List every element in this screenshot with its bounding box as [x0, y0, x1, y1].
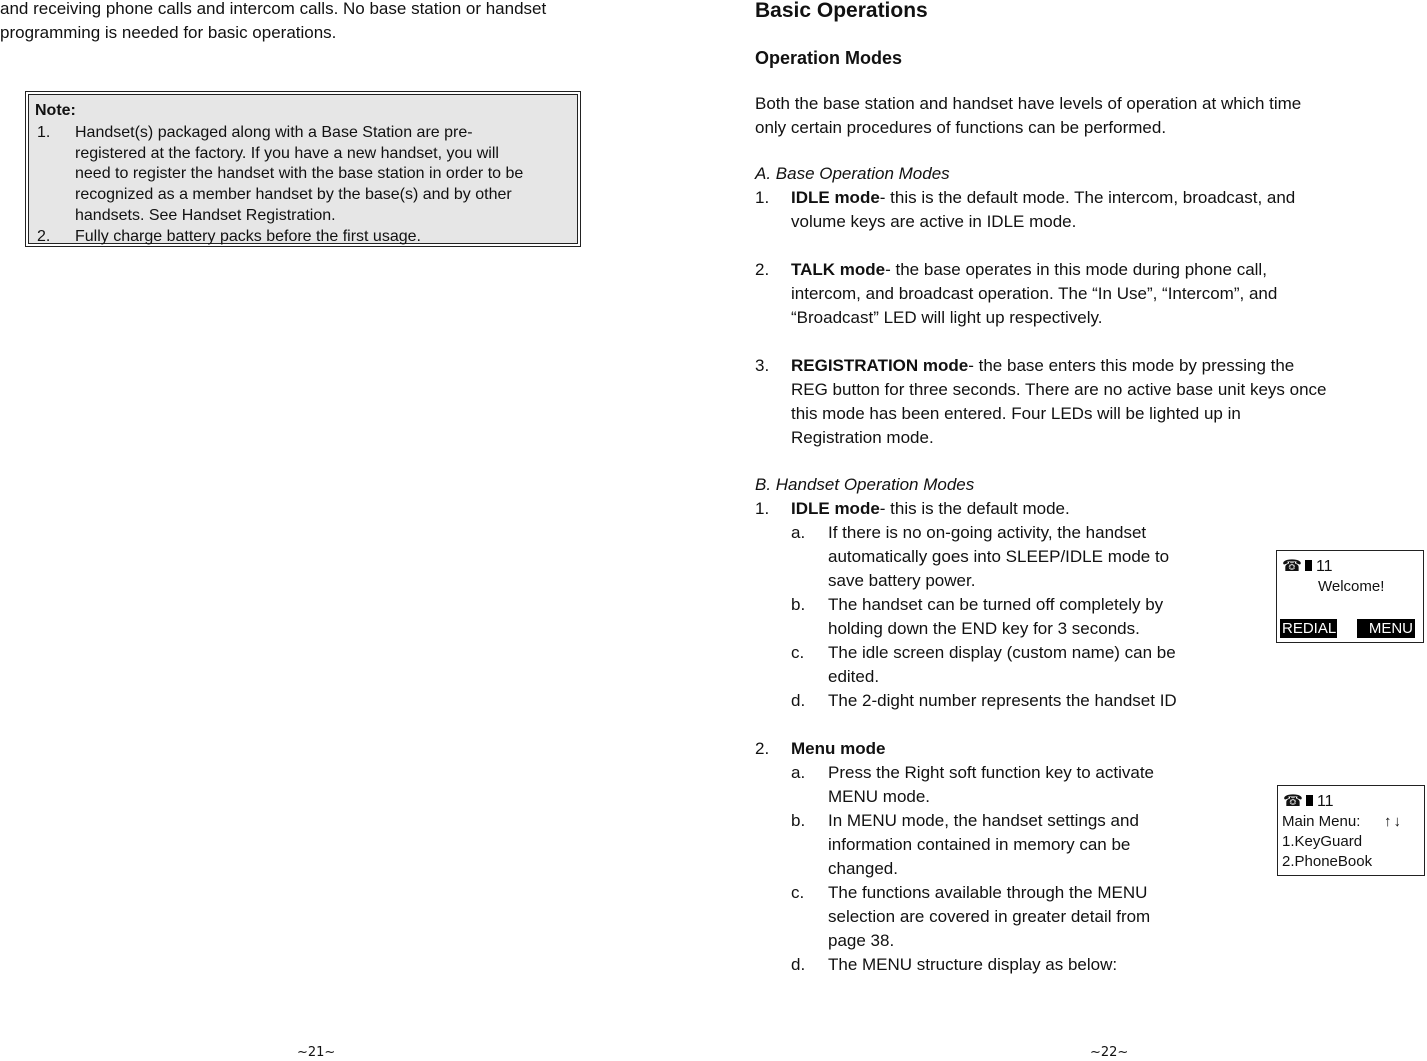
sub-letter: a. [791, 523, 806, 542]
redial-softkey: REDIAL [1282, 620, 1337, 637]
handset-idle-subitems [755, 521, 1255, 710]
menu-softkey: MENU [1357, 619, 1415, 638]
note-panel [28, 94, 578, 244]
sub-letter: d. [791, 955, 806, 974]
mode-term: Menu mode [791, 739, 886, 758]
sub-letter: c. [791, 883, 805, 902]
item-number: 3. [755, 356, 770, 375]
mode-description: - this is the default mode. The intercom, broadcast, and [879, 188, 1296, 207]
item-number: 1. [755, 188, 770, 207]
sub-line: changed. [828, 859, 898, 878]
mode-line: intercom, and broadcast operation. The “In Use”, “Intercom”, and [791, 284, 1278, 303]
section-a-heading: A. Base Operation Modes [755, 164, 950, 183]
lcd-welcome-text: Welcome! [1318, 578, 1385, 595]
intro-line: and receiving phone calls and intercom calls. No base station or handset [0, 0, 547, 18]
left-intro-text [0, 0, 546, 45]
sub-letter: d. [791, 691, 806, 710]
sub-line: selection are covered in greater detail from [828, 907, 1151, 926]
scroll-arrows-icon: ↑↓ [1384, 813, 1403, 830]
note-item-number: 1. [37, 124, 51, 141]
sub-line: The handset can be turned off completely by [828, 595, 1164, 614]
sub-line: save battery power. [828, 571, 976, 590]
section-b-heading: B. Handset Operation Modes [755, 475, 975, 494]
note-line: recognized as a member handset by the base(s) and by other [75, 186, 512, 204]
note-item-text [75, 227, 585, 248]
mode-line: this mode has been entered. Four LEDs will be lighted up in [791, 404, 1241, 423]
note-line: Fully charge battery packs before the first usage. [75, 228, 421, 245]
sub-line: Press the Right soft function key to activate [828, 763, 1154, 782]
battery-icon [1306, 795, 1313, 806]
sub-line: MENU mode. [828, 787, 931, 806]
mode-line: “Broadcast” LED will light up respectively. [791, 308, 1103, 327]
page-number-right: ~22~ [1090, 1045, 1129, 1060]
note-box [25, 91, 581, 247]
lcd-status-row [1282, 556, 1333, 576]
sub-letter: a. [791, 763, 806, 782]
sub-line: In MENU mode, the handset settings and [828, 811, 1139, 830]
mode-description: - the base enters this mode by pressing the [968, 356, 1295, 375]
sub-line: edited. [828, 667, 880, 686]
lcd-idle-display [1276, 550, 1424, 643]
handset-id: 11 [1316, 793, 1334, 810]
lcd-menu-title: Main Menu: [1282, 813, 1361, 830]
lcd-menu-display [1277, 785, 1425, 876]
mode-term: IDLE mode [791, 188, 880, 207]
intro-line: programming is needed for basic operations. [0, 23, 337, 42]
sub-letter: b. [791, 595, 806, 614]
note-title: Note: [35, 102, 76, 119]
menu-item-keyguard: 1.KeyGuard [1282, 833, 1363, 850]
sub-line: holding down the END key for 3 seconds. [828, 619, 1140, 638]
sub-line: The functions available through the MENU [828, 883, 1148, 902]
page-title: Basic Operations [755, 0, 928, 22]
handset-id: 11 [1315, 558, 1333, 575]
note-line: registered at the factory. If you have a new handset, you will [75, 144, 499, 162]
mode-term: IDLE mode [791, 499, 880, 518]
sub-line: The 2-dight number represents the handset ID [828, 691, 1177, 710]
mode-description: - this is the default mode. [879, 499, 1070, 518]
sub-line: page 38. [828, 931, 895, 950]
sub-line: automatically goes into SLEEP/IDLE mode to [828, 547, 1170, 566]
mode-line: volume keys are active in IDLE mode. [791, 212, 1077, 231]
mode-line: Registration mode. [791, 428, 934, 447]
note-item-text [75, 123, 585, 227]
handset-menu-subitems [755, 761, 1255, 981]
item-number: 2. [755, 260, 770, 279]
menu-item-phonebook: 2.PhoneBook [1282, 853, 1373, 870]
mode-term: TALK mode [791, 260, 886, 279]
phone-icon: ☎ [1283, 793, 1303, 810]
sub-line: If there is no on-going activity, the handset [828, 523, 1147, 542]
note-item-number: 2. [37, 228, 51, 245]
note-line: handsets. See Handset Registration. [75, 206, 336, 224]
item-number: 2. [755, 739, 770, 758]
section-title: Operation Modes [755, 48, 903, 68]
note-line: need to register the handset with the base station in order to be [75, 165, 524, 183]
lcd-status-row [1283, 791, 1334, 811]
sub-letter: b. [791, 811, 806, 830]
intro-paragraph [755, 92, 1301, 140]
page-number-left: ~21~ [297, 1045, 336, 1060]
mode-term: REGISTRATION mode [791, 356, 969, 375]
mode-line: REG button for three seconds. There are no active base unit keys once [791, 380, 1327, 399]
sub-line: The MENU structure display as below: [828, 955, 1118, 974]
sub-letter: c. [791, 643, 805, 662]
mode-description: - the base operates in this mode during phone call, [885, 260, 1267, 279]
phone-icon: ☎ [1282, 558, 1302, 575]
sub-line: information contained in memory can be [828, 835, 1131, 854]
intro-line: Both the base station and handset have levels of operation at which time [755, 94, 1302, 113]
item-number: 1. [755, 499, 770, 518]
battery-icon [1305, 560, 1312, 571]
sub-line: The idle screen display (custom name) can be [828, 643, 1176, 662]
note-line: Handset(s) packaged along with a Base Station are pre- [75, 124, 473, 141]
intro-line: only certain procedures of functions can be performed. [755, 118, 1167, 137]
